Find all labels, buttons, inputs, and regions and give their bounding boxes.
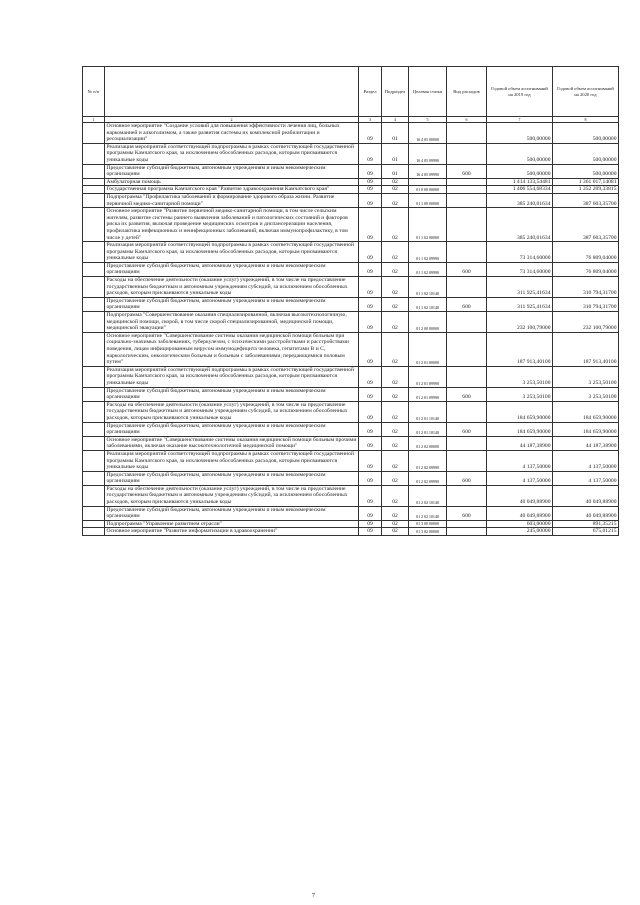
row-expense-type-cell: [447, 186, 487, 194]
row-expense-type-cell: [447, 208, 487, 242]
row-name-cell: Основное мероприятие "Совершенствование системы оказания медицинской помощи больным при социально-значимых заболеваниях, туберкулезом, с психическими расстройствами и расстройствами поведения, лицам инфицированным вирусом иммунодефицита человека, гепатитами В и С, наркологическим, онкологическим больным и больным с заболеваниями, передающимися половым путем": [105, 332, 359, 366]
row-name-cell: Реализация мероприятий соответствующей подпрограммы в рамках соответствующей государственной программы Камчатского края, за исключением обособленных расходов, которым присваиваются уникальные коды: [105, 143, 359, 164]
row-section-cell: 09: [359, 450, 382, 471]
row-expense-type-cell: 600: [447, 387, 487, 401]
row-name-cell: Расходы на обеспечение деятельности (оказание услуг) учреждений, в том числе на предоставление государственным бюджетным и автономным учреждениям субсидий, за исключением обособленных расходов, которым присваиваются уникальные коды: [105, 277, 359, 298]
row-article-cell: 01 3 00 00000: [409, 520, 447, 528]
row-volume-2020-cell: 187 913,40100: [553, 332, 619, 366]
row-subsection-cell: 02: [382, 485, 409, 506]
row-article-cell: 16 4 05 00000: [409, 123, 447, 144]
table-row: [83, 506, 619, 520]
row-subsection-cell: 01: [382, 143, 409, 164]
row-section-cell: 09: [359, 485, 382, 506]
row-article-cell: 01 1 02 10140: [409, 277, 447, 298]
table-row: [83, 436, 619, 450]
row-name-cell: Подпрограмма "Управление развитием отрасли": [105, 520, 359, 528]
row-section-cell: 09: [359, 297, 382, 311]
table-row: [83, 193, 619, 207]
row-number-cell: [83, 262, 105, 276]
row-name-cell: Расходы на обеспечение деятельности (оказание услуг) учреждений, в том числе на предоставление государственным бюджетным и автономным учреждениям субсидий, за исключением обособленных расходов, которым присваиваются уникальные коды: [105, 401, 359, 422]
row-volume-2019-cell: 3 253,50100: [487, 387, 553, 401]
row-expense-type-cell: [447, 528, 487, 536]
row-name-cell: Реализация мероприятий соответствующей подпрограммы в рамках соответствующей государственной программы Камчатского края, за исключением обособленных расходов, которым присваиваются уникальные коды: [105, 450, 359, 471]
row-subsection-cell: 02: [382, 297, 409, 311]
row-article-cell: 16 4 05 09990: [409, 143, 447, 164]
row-article-cell: 01 2 02 09990: [409, 450, 447, 471]
row-volume-2019-cell: 1 406 554,68334: [487, 186, 553, 194]
row-volume-2020-cell: 76 809,04000: [553, 262, 619, 276]
row-expense-type-cell: 600: [447, 422, 487, 436]
row-subsection-cell: 02: [382, 312, 409, 333]
row-volume-2020-cell: 387 603,35700: [553, 193, 619, 207]
row-expense-type-cell: [447, 312, 487, 333]
row-name-cell: Амбулаторная помощь: [105, 178, 359, 186]
row-subsection-cell: 02: [382, 422, 409, 436]
row-number-cell: [83, 186, 105, 194]
table-row: [83, 366, 619, 387]
column-number: 7: [487, 117, 553, 123]
table-row: [83, 401, 619, 422]
table-row: [83, 186, 619, 194]
table-row: [83, 143, 619, 164]
row-number-cell: [83, 277, 105, 298]
row-volume-2019-cell: 245,00000: [487, 528, 553, 536]
row-subsection-cell: 02: [382, 277, 409, 298]
row-expense-type-cell: [447, 436, 487, 450]
header-volume-2020: Годовой объем ассигнований на 2020 год: [553, 67, 619, 117]
row-volume-2019-cell: 40 049,88900: [487, 506, 553, 520]
column-number: 8: [553, 117, 619, 123]
row-name-cell: Предоставление субсидий бюджетным, автономным учреждениям и иным некоммерческим организациям: [105, 506, 359, 520]
row-section-cell: 09: [359, 242, 382, 263]
row-article-cell: 01 0 00 00000: [409, 186, 447, 194]
row-section-cell: 09: [359, 506, 382, 520]
table-body: [83, 123, 619, 536]
page-number: 7: [312, 893, 315, 899]
row-number-cell: [83, 471, 105, 485]
column-number: 4: [382, 117, 409, 123]
row-volume-2020-cell: 387 603,35700: [553, 208, 619, 242]
row-expense-type-cell: [447, 450, 487, 471]
row-number-cell: [83, 143, 105, 164]
row-expense-type-cell: [447, 143, 487, 164]
row-expense-type-cell: 600: [447, 297, 487, 311]
row-expense-type-cell: [447, 401, 487, 422]
row-number-cell: [83, 208, 105, 242]
row-number-cell: [83, 506, 105, 520]
row-article-cell: 01 1 02 09990: [409, 242, 447, 263]
row-subsection-cell: 02: [382, 506, 409, 520]
row-number-cell: [83, 422, 105, 436]
table-row: [83, 277, 619, 298]
row-expense-type-cell: [447, 178, 487, 186]
header-section: Раздел: [359, 67, 382, 117]
row-volume-2019-cell: 603,00000: [487, 520, 553, 528]
row-name-cell: Предоставление субсидий бюджетным, автономным учреждениям и иным некоммерческим организациям: [105, 297, 359, 311]
row-subsection-cell: 02: [382, 186, 409, 194]
row-volume-2020-cell: 44 187,38900: [553, 436, 619, 450]
row-section-cell: 09: [359, 528, 382, 536]
row-section-cell: 09: [359, 208, 382, 242]
row-article-cell: 01 2 00 00000: [409, 312, 447, 333]
row-name-cell: Реализация мероприятий соответствующей подпрограммы в рамках соответствующей государственной программы Камчатского края, за исключением обособленных расходов, которым присваиваются уникальные коды: [105, 242, 359, 263]
row-volume-2019-cell: 311 925,41634: [487, 297, 553, 311]
row-volume-2019-cell: 1 414 133,54481: [487, 178, 553, 186]
row-volume-2020-cell: 40 049,88900: [553, 506, 619, 520]
row-subsection-cell: 02: [382, 242, 409, 263]
row-expense-type-cell: 600: [447, 164, 487, 178]
row-number-cell: [83, 520, 105, 528]
row-section-cell: 09: [359, 401, 382, 422]
row-section-cell: 09: [359, 520, 382, 528]
column-number: 2: [105, 117, 359, 123]
row-subsection-cell: 01: [382, 164, 409, 178]
row-subsection-cell: 02: [382, 262, 409, 276]
row-article-cell: 01 2 02 00000: [409, 436, 447, 450]
row-article-cell: 01 3 02 00000: [409, 528, 447, 536]
header-expense-type: Вид расходов: [447, 67, 487, 117]
table-row: [83, 312, 619, 333]
row-volume-2019-cell: 44 187,38900: [487, 436, 553, 450]
row-name-cell: Государственная программа Камчатского края "Развитие здравоохранения Камчатского края": [105, 186, 359, 194]
row-volume-2019-cell: 187 913,40100: [487, 332, 553, 366]
row-volume-2020-cell: 1 361 017,14081: [553, 178, 619, 186]
table-row: [83, 164, 619, 178]
row-article-cell: 01 2 02 10140: [409, 506, 447, 520]
row-subsection-cell: 02: [382, 208, 409, 242]
row-article-cell: 01 2 01 00000: [409, 332, 447, 366]
row-number-cell: [83, 366, 105, 387]
row-volume-2020-cell: 76 809,04000: [553, 242, 619, 263]
header-volume-2019: Годовой объем ассигнований на 2019 год: [487, 67, 553, 117]
row-number-cell: [83, 387, 105, 401]
row-article-cell: 01 1 00 00000: [409, 193, 447, 207]
column-number: 3: [359, 117, 382, 123]
row-expense-type-cell: [447, 193, 487, 207]
row-expense-type-cell: [447, 332, 487, 366]
row-volume-2019-cell: 40 049,88900: [487, 485, 553, 506]
row-name-cell: Предоставление субсидий бюджетным, автономным учреждениям и иным некоммерческим организациям: [105, 387, 359, 401]
row-section-cell: 09: [359, 143, 382, 164]
row-article-cell: 01 2 02 09990: [409, 471, 447, 485]
row-volume-2019-cell: 184 659,90000: [487, 422, 553, 436]
row-expense-type-cell: 600: [447, 471, 487, 485]
row-volume-2020-cell: 4 137,50000: [553, 471, 619, 485]
row-name-cell: Предоставление субсидий бюджетным, автономным учреждениям и иным некоммерческим организациям: [105, 262, 359, 276]
row-volume-2020-cell: 500,00000: [553, 123, 619, 144]
row-expense-type-cell: [447, 485, 487, 506]
table-row: [83, 208, 619, 242]
row-volume-2019-cell: 4 137,50000: [487, 471, 553, 485]
row-volume-2020-cell: 500,00000: [553, 164, 619, 178]
row-volume-2020-cell: 40 049,88900: [553, 485, 619, 506]
row-article-cell: [409, 178, 447, 186]
header-article: Целевая статья: [409, 67, 447, 117]
table-row: [83, 262, 619, 276]
row-volume-2020-cell: 310 794,31700: [553, 297, 619, 311]
table-header: [83, 67, 619, 123]
row-volume-2019-cell: 3 253,50100: [487, 366, 553, 387]
row-volume-2019-cell: 232 100,79000: [487, 312, 553, 333]
row-number-cell: [83, 312, 105, 333]
row-name-cell: Подпрограмма "Совершенствование оказания специализированной, включая высокотехнологичную, медицинской помощи, скорой, в том числе скорой специализированной, медицинской помощи, медицинской эвакуации": [105, 312, 359, 333]
row-subsection-cell: 02: [382, 387, 409, 401]
row-number-cell: [83, 436, 105, 450]
row-subsection-cell: 02: [382, 193, 409, 207]
row-volume-2020-cell: 310 794,31700: [553, 277, 619, 298]
row-volume-2019-cell: 73 314,60000: [487, 242, 553, 263]
row-section-cell: 09: [359, 178, 382, 186]
row-volume-2020-cell: 1 352 209,33815: [553, 186, 619, 194]
row-expense-type-cell: [447, 520, 487, 528]
row-subsection-cell: 02: [382, 332, 409, 366]
row-name-cell: Подпрограмма "Профилактика заболеваний и формирование здорового образа жизни. Развитие первичной медико-санитарной помощи": [105, 193, 359, 207]
row-subsection-cell: 02: [382, 450, 409, 471]
row-article-cell: 01 1 02 09990: [409, 262, 447, 276]
header-name: [105, 67, 359, 117]
row-number-cell: [83, 164, 105, 178]
header-no: № п/п: [83, 67, 105, 117]
row-article-cell: 16 4 05 09990: [409, 164, 447, 178]
row-expense-type-cell: 600: [447, 262, 487, 276]
row-subsection-cell: 01: [382, 123, 409, 144]
column-number: 6: [447, 117, 487, 123]
row-name-cell: Предоставление субсидий бюджетным, автономным учреждениям и иным некоммерческим организациям: [105, 164, 359, 178]
row-number-cell: [83, 193, 105, 207]
row-section-cell: 09: [359, 436, 382, 450]
header-subsection: Подраздел: [382, 67, 409, 117]
column-number: 5: [409, 117, 447, 123]
row-article-cell: 01 1 02 00000: [409, 208, 447, 242]
row-name-cell: Основное мероприятие "Создание условий для повышения эффективности лечения лиц, больных наркоманией и алкоголизмом, а также развития системы их комплексной реабилитации и ресоциализации": [105, 123, 359, 144]
row-number-cell: [83, 485, 105, 506]
row-number-cell: [83, 401, 105, 422]
row-number-cell: [83, 123, 105, 144]
row-number-cell: [83, 332, 105, 366]
row-expense-type-cell: [447, 366, 487, 387]
row-section-cell: 09: [359, 123, 382, 144]
table-row: [83, 450, 619, 471]
row-volume-2019-cell: 500,00000: [487, 123, 553, 144]
table-row: [83, 123, 619, 144]
row-section-cell: 09: [359, 471, 382, 485]
row-subsection-cell: 02: [382, 178, 409, 186]
row-volume-2019-cell: 500,00000: [487, 164, 553, 178]
table-row: [83, 387, 619, 401]
row-expense-type-cell: [447, 242, 487, 263]
row-subsection-cell: 02: [382, 436, 409, 450]
row-subsection-cell: 02: [382, 366, 409, 387]
row-section-cell: 09: [359, 186, 382, 194]
table-row: [83, 332, 619, 366]
row-expense-type-cell: [447, 277, 487, 298]
row-name-cell: Основное мероприятие "Развитие первичной медико-санитарной помощи, в том числе сельским жителям, развитие системы раннего выявления заболеваний и патологических состояний и факторов риска их развития, включая проведение медицинских осмотров и диспансеризации населения, профилактика инфекционных и неинфекционных заболеваний, включая иммунопрофилактику, в том числе у детей": [105, 208, 359, 242]
row-number-cell: [83, 242, 105, 263]
row-section-cell: 09: [359, 193, 382, 207]
row-subsection-cell: 02: [382, 401, 409, 422]
row-number-cell: [83, 528, 105, 536]
budget-table: [82, 66, 619, 536]
table-row: [83, 297, 619, 311]
row-volume-2019-cell: 73 314,60000: [487, 262, 553, 276]
row-volume-2020-cell: 891,35215: [553, 520, 619, 528]
row-volume-2020-cell: 184 659,90000: [553, 422, 619, 436]
row-volume-2020-cell: 500,00000: [553, 143, 619, 164]
table-row: [83, 471, 619, 485]
row-article-cell: 01 2 01 09990: [409, 387, 447, 401]
row-subsection-cell: 02: [382, 520, 409, 528]
table-row: [83, 422, 619, 436]
row-volume-2019-cell: 184 659,90000: [487, 401, 553, 422]
table-row: [83, 520, 619, 528]
row-article-cell: 01 2 01 10140: [409, 422, 447, 436]
row-article-cell: 01 1 02 10140: [409, 297, 447, 311]
row-article-cell: 01 2 01 09990: [409, 366, 447, 387]
row-volume-2020-cell: 4 137,50000: [553, 450, 619, 471]
row-volume-2019-cell: 385 240,01634: [487, 208, 553, 242]
row-name-cell: Основное мероприятие "Совершенствование системы оказания медицинской помощи больным прочими заболеваниями, включая оказание высокотехнологичной медицинской помощи": [105, 436, 359, 450]
table-row: [83, 178, 619, 186]
row-section-cell: 09: [359, 387, 382, 401]
row-volume-2019-cell: 500,00000: [487, 143, 553, 164]
row-volume-2020-cell: 3 253,50100: [553, 387, 619, 401]
row-article-cell: 01 2 02 10140: [409, 485, 447, 506]
table-row: [83, 242, 619, 263]
row-subsection-cell: 02: [382, 471, 409, 485]
row-section-cell: 09: [359, 164, 382, 178]
row-name-cell: Предоставление субсидий бюджетным, автономным учреждениям и иным некоммерческим организациям: [105, 471, 359, 485]
row-article-cell: 01 2 01 10140: [409, 401, 447, 422]
row-section-cell: 09: [359, 262, 382, 276]
row-name-cell: Основное мероприятие "Развитие информатизации в здравоохранении": [105, 528, 359, 536]
row-section-cell: 09: [359, 332, 382, 366]
table-row: [83, 485, 619, 506]
row-name-cell: Реализация мероприятий соответствующей подпрограммы в рамках соответствующей государственной программы Камчатского края, за исключением обособленных расходов, которым присваиваются уникальные коды: [105, 366, 359, 387]
row-volume-2019-cell: 4 137,50000: [487, 450, 553, 471]
row-subsection-cell: 02: [382, 528, 409, 536]
table-row: [83, 528, 619, 536]
row-number-cell: [83, 178, 105, 186]
row-section-cell: 09: [359, 366, 382, 387]
row-volume-2020-cell: 232 100,79000: [553, 312, 619, 333]
row-section-cell: 09: [359, 422, 382, 436]
row-section-cell: 09: [359, 277, 382, 298]
row-volume-2019-cell: 311 925,41634: [487, 277, 553, 298]
row-number-cell: [83, 450, 105, 471]
row-volume-2020-cell: 3 253,50100: [553, 366, 619, 387]
row-section-cell: 09: [359, 312, 382, 333]
row-name-cell: Предоставление субсидий бюджетным, автономным учреждениям и иным некоммерческим организациям: [105, 422, 359, 436]
row-expense-type-cell: 600: [447, 506, 487, 520]
column-number: 1: [83, 117, 105, 123]
row-name-cell: Расходы на обеспечение деятельности (оказание услуг) учреждений, в том числе на предоставление государственным бюджетным и автономным учреждениям субсидий, за исключением обособленных расходов, которым присваиваются уникальные коды: [105, 485, 359, 506]
row-volume-2019-cell: 385 240,01634: [487, 193, 553, 207]
row-number-cell: [83, 297, 105, 311]
row-volume-2020-cell: 675,01215: [553, 528, 619, 536]
row-volume-2020-cell: 184 659,90000: [553, 401, 619, 422]
row-expense-type-cell: [447, 123, 487, 144]
